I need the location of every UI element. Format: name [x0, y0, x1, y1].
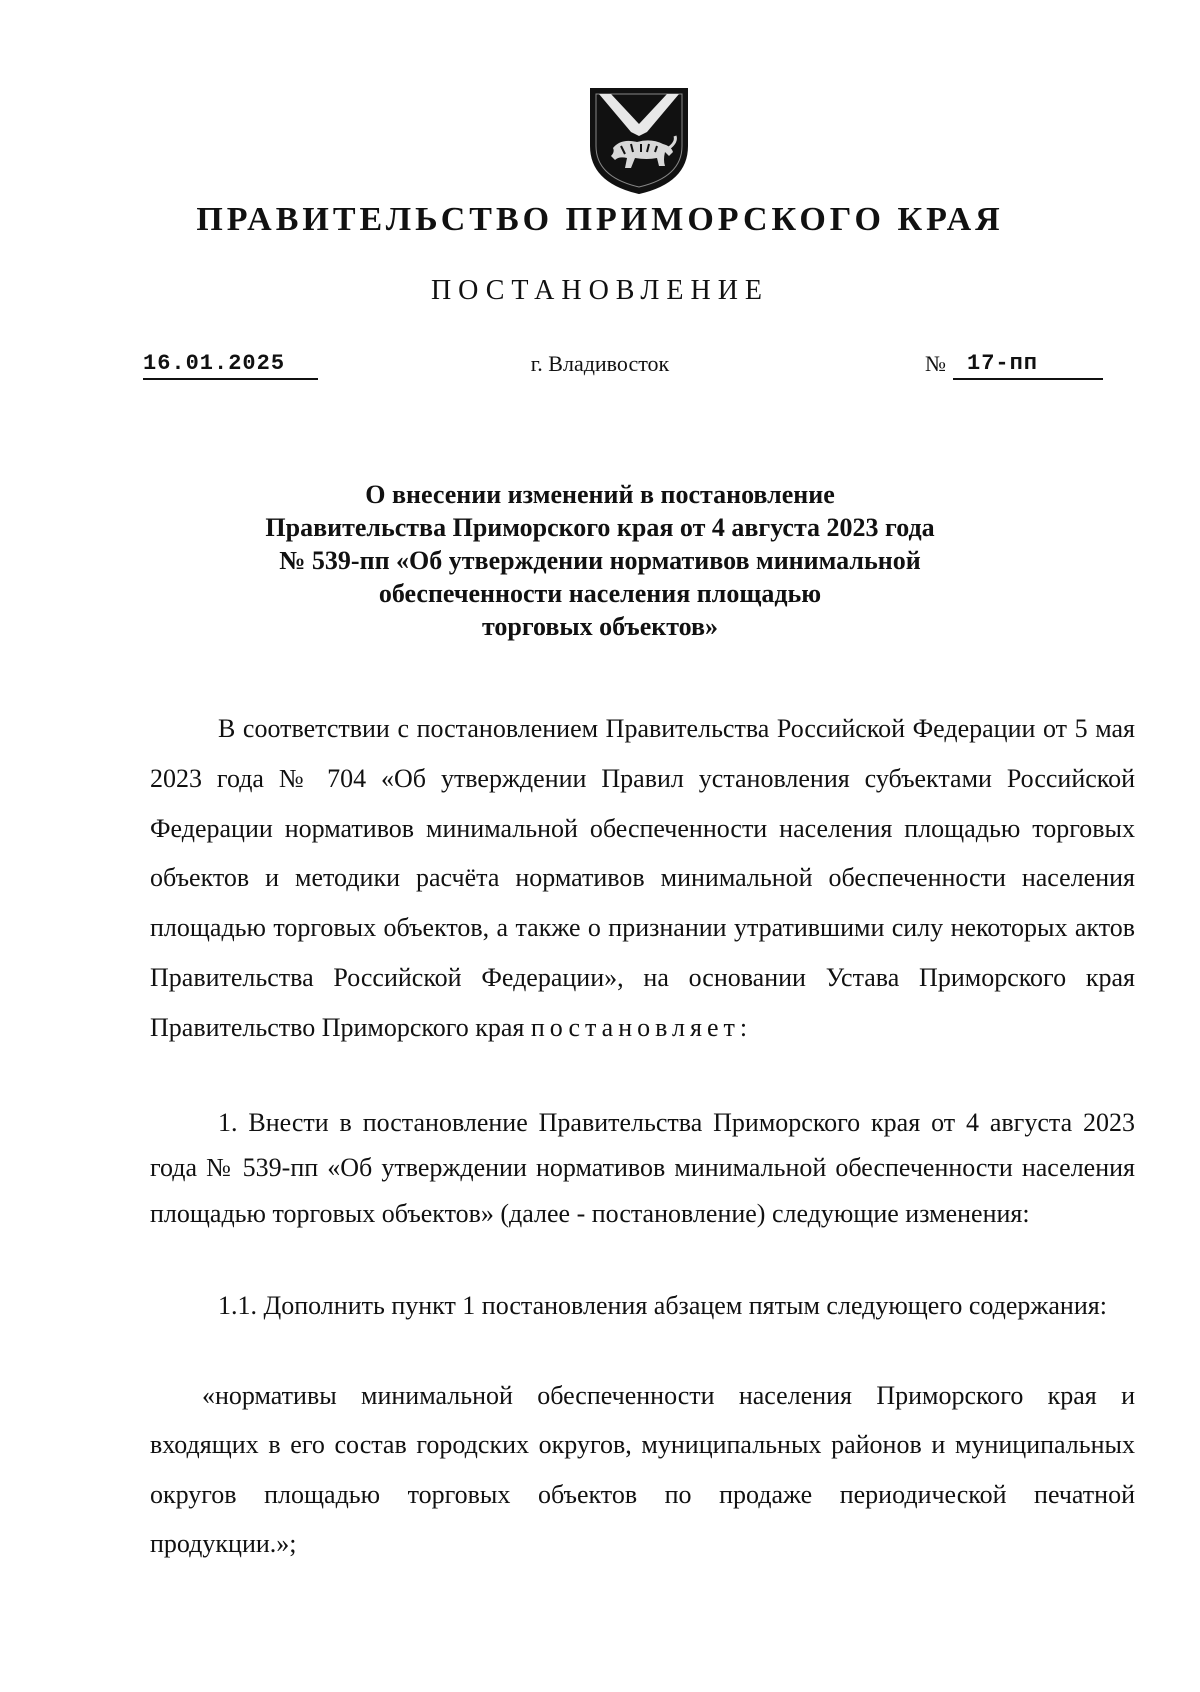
- title-line: № 539-пп «Об утверждении нормативов минимальной: [279, 546, 921, 575]
- document-number-label: №: [925, 351, 946, 376]
- document-title: [150, 478, 1050, 643]
- quoted-amendment-paragraph: «нормативы минимальной обеспеченности населения Приморского края и входящих в его состав городских округов, муниципальных районов и муниципальных округов площадью торговых объектов по продаже периодической печатной продукции.»;: [150, 1381, 1135, 1558]
- preamble-text: В соответствии с постановлением Правительства Российской Федерации от 5 мая 2023 года № 704 «Об утверждении Правил установления субъектами Российской Федерации нормативов минимальной обеспеченности населения площадью торговых объектов и методики расчёта нормативов минимальной обеспеченности населения площадью торговых объектов, а также о признании утратившими силу некоторых актов Правительства Российской Федерации», на основании Устава Приморского края Правительство Приморского края: [150, 714, 1135, 1042]
- title-line: торговых объектов»: [481, 612, 719, 641]
- title-line: Правительства Приморского края от 4 августа 2023 года: [265, 513, 935, 542]
- title-line: обеспеченности населения площадью: [378, 579, 822, 608]
- document-number: 17-пп: [953, 350, 1103, 380]
- item-1-1-paragraph: 1.1. Дополнить пункт 1 постановления абзацем пятым следующего содержания:: [218, 1291, 1107, 1320]
- item-1-paragraph: 1. Внести в постановление Правительства Приморского края от 4 августа 2023 года № 539-пп «Об утверждении нормативов минимальной обеспеченности населения площадью торговых объектов» (далее - постановление) следующие изменения:: [150, 1108, 1135, 1228]
- resolves-word: постановляет:: [530, 1012, 753, 1042]
- title-line: О внесении изменений в постановление: [365, 480, 835, 509]
- document-city: г. Владивосток: [530, 351, 670, 376]
- coat-of-arms-icon: [585, 86, 693, 196]
- preamble-paragraph: [150, 704, 1135, 1053]
- document-date: 16.01.2025: [143, 350, 318, 380]
- document-type: ПОСТАНОВЛЕНИЕ: [430, 275, 770, 306]
- government-name: ПРАВИТЕЛЬСТВО ПРИМОРСКОГО КРАЯ: [196, 201, 1004, 238]
